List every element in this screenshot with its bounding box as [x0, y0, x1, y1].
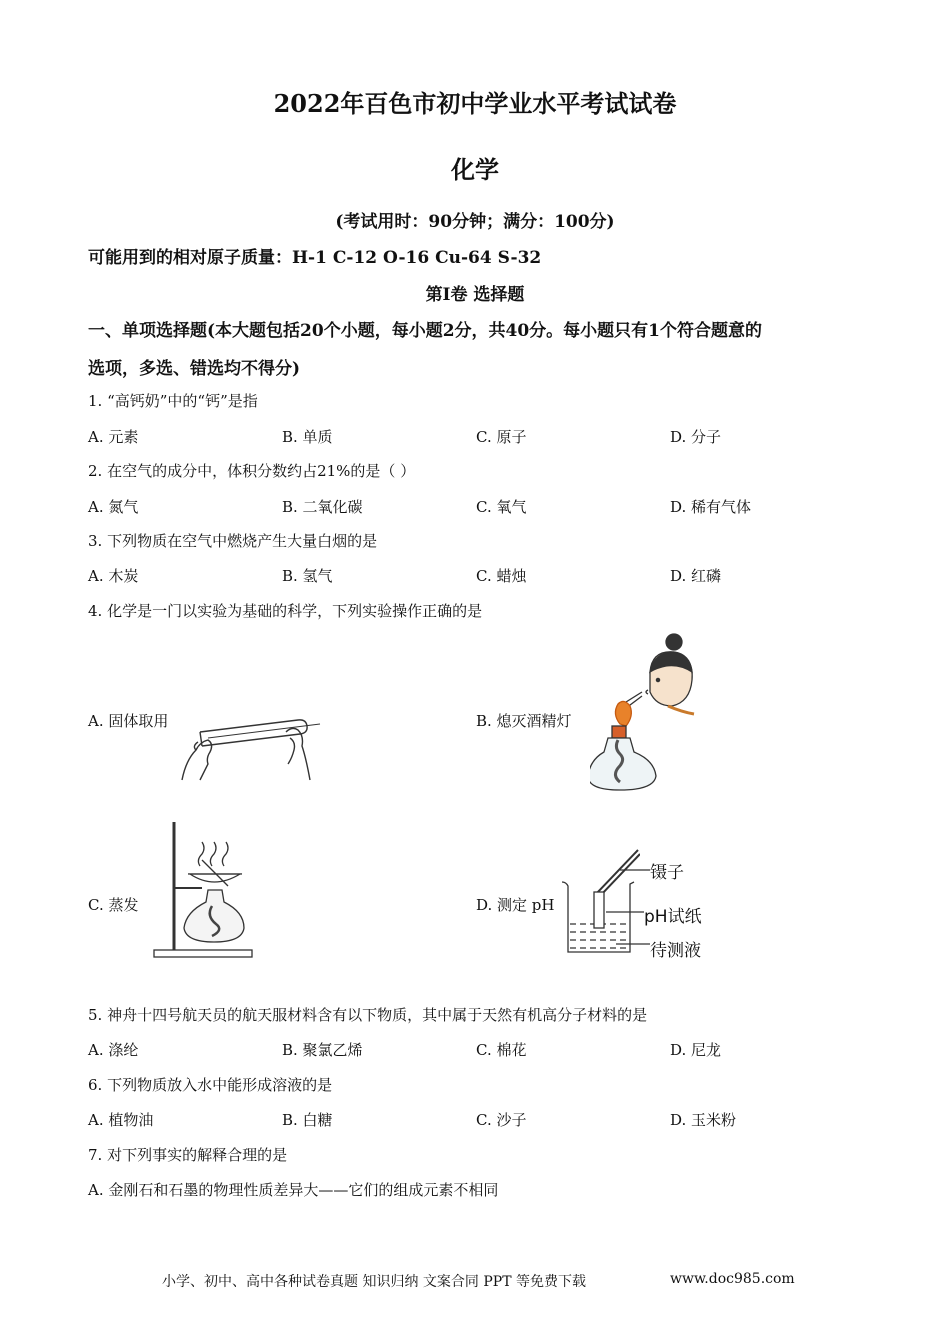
evaporation-illustration — [150, 820, 260, 960]
q6-option-b: B. 白糖 — [282, 1111, 333, 1129]
q4-option-c: C. 蒸发 — [88, 896, 139, 914]
q2-option-c: C. 氧气 — [476, 498, 527, 516]
q3-option-b: B. 氢气 — [282, 567, 333, 585]
footer-url[interactable]: www.doc985.com — [670, 1271, 795, 1287]
q6-option-a: A. 植物油 — [88, 1111, 154, 1129]
subject-title: 化学 — [451, 155, 499, 184]
q1-option-c: C. 原子 — [476, 428, 527, 446]
q5-option-c: C. 棉花 — [476, 1041, 527, 1059]
exam-title: 2022年百色市初中学业水平考试试卷 — [273, 89, 677, 118]
q2-option-a: A. 氮气 — [88, 498, 139, 516]
question-1-stem: 1. “高钙奶”中的“钙”是指 — [88, 392, 258, 410]
q6-option-d: D. 玉米粉 — [670, 1111, 737, 1129]
q5-option-d: D. 尼龙 — [670, 1041, 722, 1059]
q6-option-c: C. 沙子 — [476, 1111, 527, 1129]
question-6-stem: 6. 下列物质放入水中能形成溶液的是 — [88, 1076, 333, 1094]
atomic-masses: 可能用到的相对原子质量：H-1 C-12 O-16 Cu-64 S-32 — [88, 248, 542, 268]
q4-option-a: A. 固体取用 — [88, 712, 169, 730]
q3-option-c: C. 蜡烛 — [476, 567, 527, 585]
footer-text: 小学、初中、高中各种试卷真题 知识归纳 文案合同 PPT 等免费下载 — [162, 1274, 586, 1290]
q1-option-a: A. 元素 — [88, 428, 139, 446]
solid-sampling-illustration — [178, 702, 328, 782]
q5-option-b: B. 聚氯乙烯 — [282, 1041, 363, 1059]
question-2-stem: 2. 在空气的成分中，体积分数约占21%的是（ ） — [88, 462, 416, 480]
q1-option-d: D. 分子 — [670, 428, 722, 446]
q5-option-a: A. 涤纶 — [88, 1041, 139, 1059]
label-ph-paper: pH试纸 — [644, 907, 702, 927]
exam-info: (考试用时：90分钟；满分：100分) — [335, 212, 615, 232]
label-tweezers: 镊子 — [650, 863, 684, 883]
q7-option-a: A. 金刚石和石墨的物理性质差异大——它们的组成元素不相同 — [88, 1181, 499, 1199]
question-7-stem: 7. 对下列事实的解释合理的是 — [88, 1146, 288, 1164]
question-4-stem: 4. 化学是一门以实验为基础的科学，下列实验操作正确的是 — [88, 602, 483, 620]
part-title: 第Ⅰ卷 选择题 — [425, 285, 525, 305]
q3-option-d: D. 红磷 — [670, 567, 722, 585]
blow-out-lamp-illustration — [590, 628, 700, 794]
q2-option-b: B. 二氧化碳 — [282, 498, 363, 516]
label-test-liquid: 待测液 — [650, 941, 701, 961]
question-3-stem: 3. 下列物质在空气中燃烧产生大量白烟的是 — [88, 532, 378, 550]
q4-option-d: D. 测定 pH — [476, 896, 555, 914]
section-heading-line1: 一、单项选择题(本大题包括20个小题，每小题2分，共40分。每小题只有1个符合题意的 — [88, 321, 763, 341]
section-heading-line2: 选项，多选、错选均不得分) — [88, 359, 301, 379]
question-5-stem: 5. 神舟十四号航天员的航天服材料含有以下物质，其中属于天然有机高分子材料的是 — [88, 1006, 648, 1024]
ph-label-leaders — [606, 864, 654, 948]
q4-option-b: B. 熄灭酒精灯 — [476, 712, 572, 730]
q3-option-a: A. 木炭 — [88, 567, 139, 585]
q1-option-b: B. 单质 — [282, 428, 333, 446]
q2-option-d: D. 稀有气体 — [670, 498, 752, 516]
